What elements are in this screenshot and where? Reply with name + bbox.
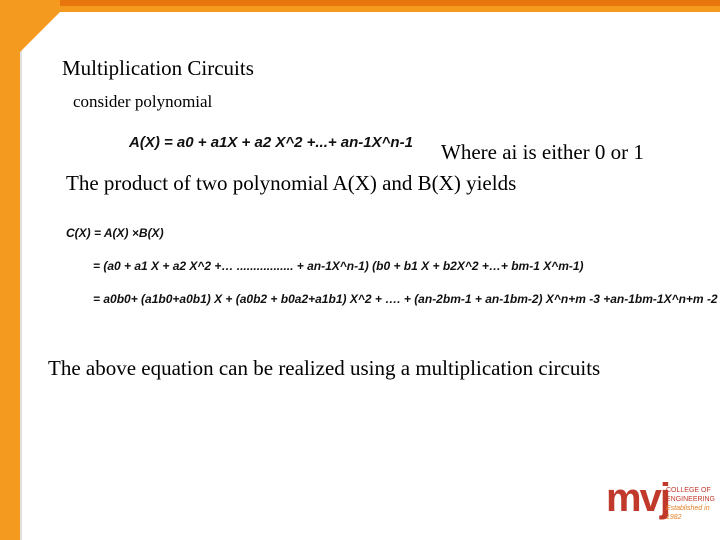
- conclusion-text: The above equation can be realized using a multiplication circuits: [48, 356, 601, 380]
- slide-title: Multiplication Circuits: [62, 56, 254, 80]
- college-logo: [606, 478, 716, 526]
- polynomial-formula-text: A(X) = a0 + a1X + a2 X^2 +...+ an-1X^n-1: [129, 134, 413, 151]
- logo-text: [666, 486, 716, 522]
- equation-line-1: C(X) = A(X) ×B(X): [66, 226, 164, 240]
- corner-decoration: [20, 12, 60, 52]
- top-border-accent: [60, 0, 720, 6]
- logo-line-3: Established in 1982: [666, 505, 710, 521]
- left-border: [0, 0, 20, 540]
- logo-line-1: COLLEGE OF: [666, 487, 711, 494]
- equation-line-3: = a0b0+ (a1b0+a0b1) X + (a0b2 + b0a2+a1b1) X^2 + …. + (an-2bm-1 + an-1bm-2) X^n+m -3 +an-1bm-1X^n+m -2: [93, 292, 718, 306]
- where-text: Where ai is either 0 or 1: [441, 140, 644, 164]
- logo-line-2: ENGINEERING: [666, 496, 716, 503]
- product-text: The product of two polynomial A(X) and B(X) yields: [66, 171, 517, 195]
- slide-subtitle: consider polynomial: [73, 92, 213, 111]
- polynomial-formula: [129, 134, 413, 151]
- logo-mark: mvj: [606, 476, 669, 520]
- equation-line-2: = (a0 + a1 X + a2 X^2 +… ................. + an-1X^n-1) (b0 + b1 X + b2X^2 +…+ bm-1 X^m-1): [93, 259, 584, 273]
